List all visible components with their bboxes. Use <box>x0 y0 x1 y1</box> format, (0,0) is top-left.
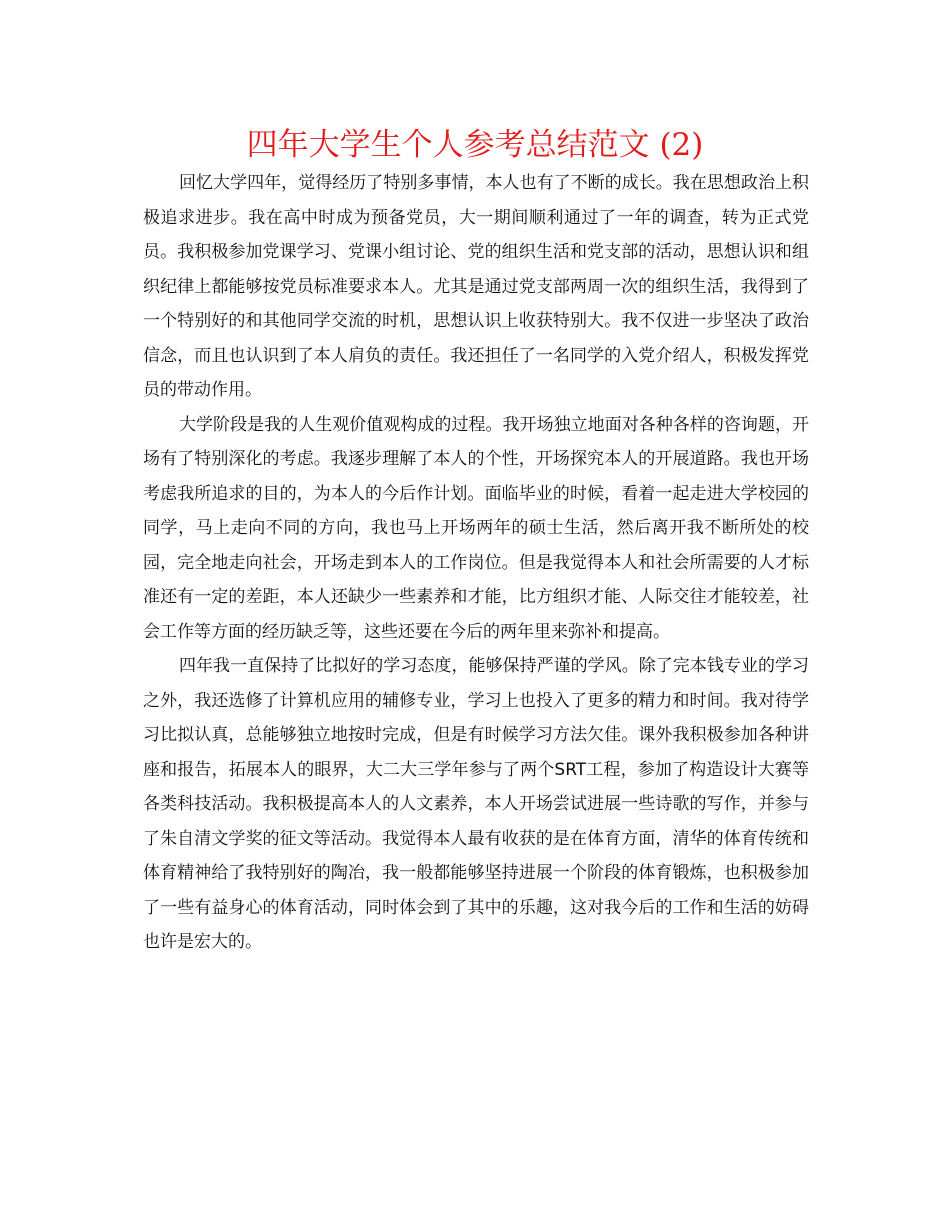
paragraph: 回忆大学四年，觉得经历了特别多事情，本人也有了不断的成长。我在思想政治上积极追求进步。我在高中时成为预备党员，大一期间顺利通过了一年的调查，转为正式党员。我积极参加党课学习、党课小组讨论、党的组织生活和党支部的活动，思想认识和组织纪律上都能够按党员标准要求本人。尤其是通过党支部两周一次的组织生活，我得到了一个特别好的和其他同学交流的时机，思想认识上收获特别大。我不仅进一步坚决了政治信念，而且也认识到了本人肩负的责任。我还担任了一名同学的入党介绍人，积极发挥党员的带动作用。 <box>143 173 809 400</box>
paragraph: 大学阶段是我的人生观价值观构成的过程。我开场独立地面对各种各样的咨询题，开场有了特别深化的考虑。我逐步理解了本人的个性，开场探究本人的开展道路。我也开场考虑我所追求的目的，为本人的今后作计划。面临毕业的时候，看着一起走进大学校园的同学，马上走向不同的方向，我也马上开场两年的硕士生活，然后离开我不断所处的校园，完全地走向社会，开场走到本人的工作岗位。但是我觉得本人和社会所需要的人才标准还有一定的差距，本人还缺少一些素养和才能，比方组织才能、人际交往才能较差，社会工作等方面的经历缺乏等，这些还要在今后的两年里来弥补和提高。 <box>143 414 809 642</box>
document-body <box>143 166 809 960</box>
document-title: 四年大学生个人参考总结范文 (2) <box>246 127 704 163</box>
paragraph: 四年我一直保持了比拟好的学习态度，能够保持严谨的学风。除了完本钱专业的学习之外，我还选修了计算机应用的辅修专业，学习上也投入了更多的精力和时间。我对待学习比拟认真，总能够独立地按时完成，但是有时候学习方法欠佳。课外我积极参加各种讲座和报告，拓展本人的眼界，大二大三学年参与了两个SRT工程，参加了构造设计大赛等各类科技活动。我积极提高本人的人文素养，本人开场尝试进展一些诗歌的写作，并参与了朱自清文学奖的征文等活动。我觉得本人最有收获的是在体育方面，清华的体育传统和体育精神给了我特别好的陶冶，我一般都能够坚持进展一个阶段的体育锻炼，也积极参加了一些有益身心的体育活动，同时体会到了其中的乐趣，这对我今后的工作和生活的妨碍也许是宏大的。 <box>143 656 809 952</box>
